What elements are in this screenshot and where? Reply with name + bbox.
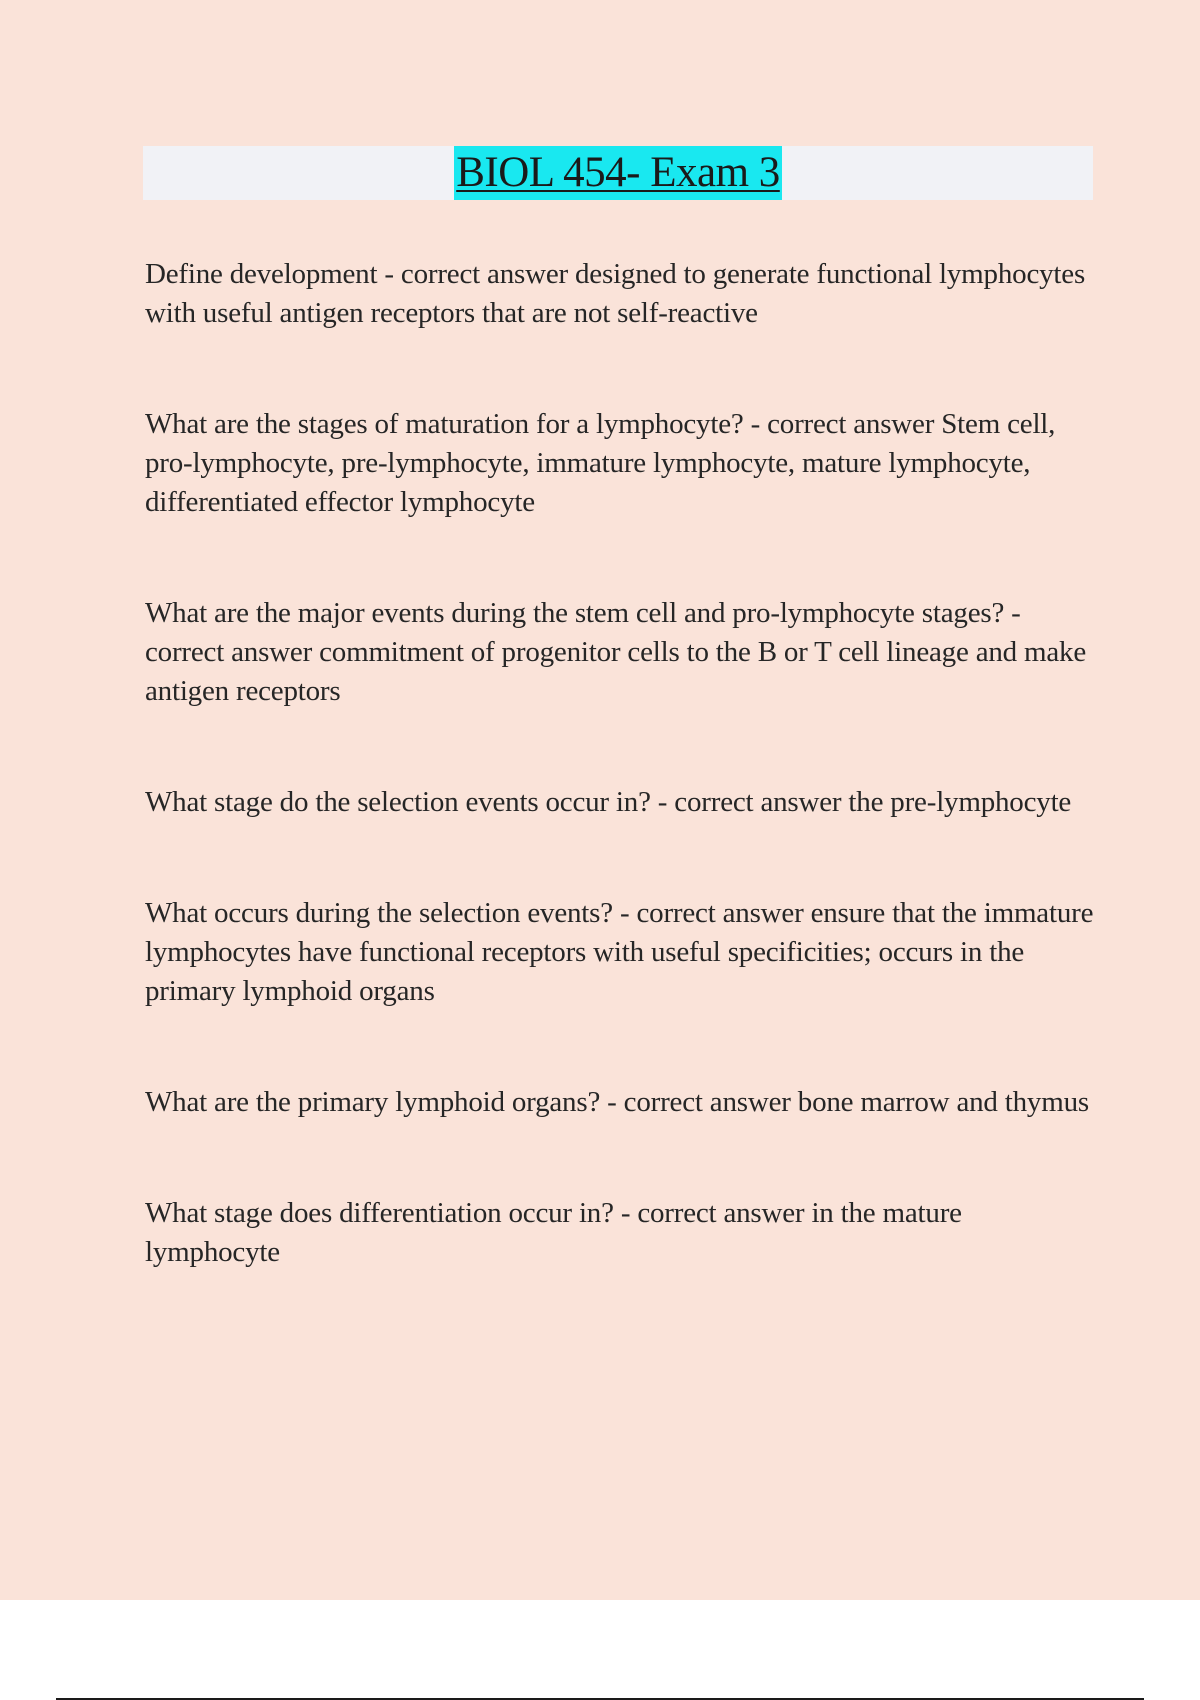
document-title: BIOL 454- Exam 3 [454, 146, 782, 200]
qa-entry: What are the major events during the stem cell and pro-lymphocyte stages? - correct answer commitment of progenitor cells to the B or T cell lineage and make antigen receptors [145, 597, 1087, 707]
qa-entry: What stage do the selection events occur in? - correct answer the pre-lymphocyte [145, 786, 1072, 818]
qa-entry: What occurs during the selection events? - correct answer ensure that the immature lymphocytes have functional receptors with useful specificities; occurs in the primary lymphoid organs [145, 897, 1094, 1007]
qa-entry: What are the stages of maturation for a lymphocyte? - correct answer Stem cell, pro-lymphocyte, pre-lymphocyte, immature lymphocyte, mature lymphocyte, differentiated effector lymphocyte [145, 408, 1056, 518]
title-band [143, 146, 1093, 200]
qa-entry: Define development - correct answer designed to generate functional lymphocytes with useful antigen receptors that are not self-reactive [145, 258, 1086, 329]
qa-list [145, 255, 1095, 1344]
qa-entry: What stage does differentiation occur in? - correct answer in the mature lymphocyte [145, 1197, 962, 1268]
qa-entry: What are the primary lymphoid organs? - correct answer bone marrow and thymus [145, 1086, 1089, 1118]
